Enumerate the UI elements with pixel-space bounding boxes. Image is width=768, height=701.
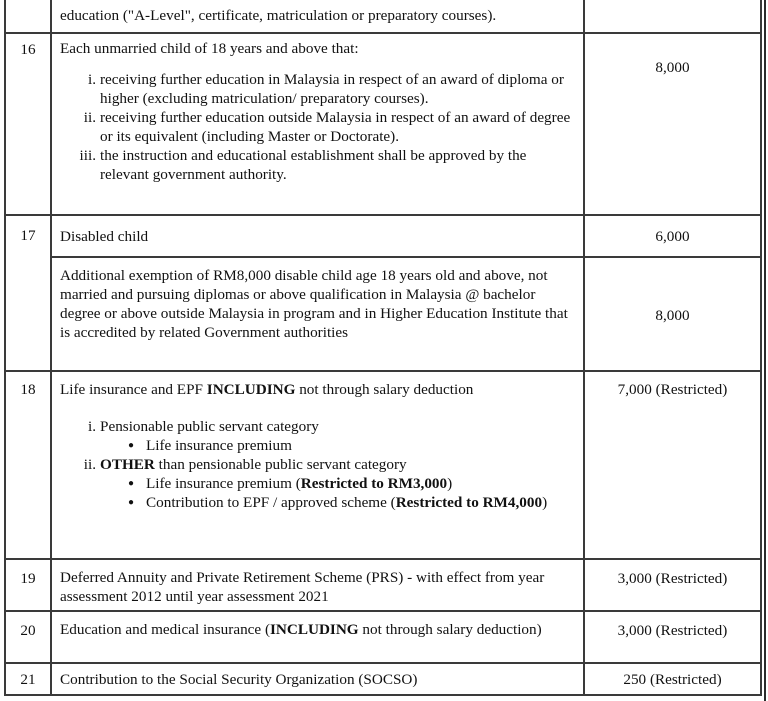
row-description: [50, 612, 583, 664]
description-text: Education and medical insurance (: [60, 621, 271, 638]
list-item-text: receiving further education outside Malaysia in respect of an award of degree or its equivalent (including Master or Doctorate).: [100, 109, 571, 145]
table-row-17b: [4, 258, 762, 372]
table-row-19: [4, 560, 762, 612]
heading-text: not through salary deduction: [295, 381, 474, 398]
row-description: [50, 372, 583, 560]
list-item-emphasis: OTHER: [100, 456, 155, 473]
bullet-text: Contribution to EPF / approved scheme (: [146, 494, 396, 511]
row-amount: 8,000: [583, 258, 762, 372]
heading-text: Life insurance and EPF: [60, 381, 207, 398]
row-amount: 6,000: [583, 216, 762, 258]
table-row-15-continued: [4, 0, 762, 34]
row-number-cell: [4, 0, 50, 34]
list-item: [60, 108, 575, 146]
row-amount: 3,000 (Restricted): [583, 612, 762, 664]
row-amount-cell: [583, 0, 762, 34]
bullet-text: ): [542, 494, 548, 511]
list-item-text: than pensionable public servant category: [154, 456, 407, 473]
row-number: 18: [4, 372, 50, 560]
row-number: 19: [4, 560, 50, 612]
list-item: [60, 70, 575, 108]
row-15-text: education ("A-Level", certificate, matriculation or preparatory courses).: [60, 7, 497, 24]
category-list: [60, 417, 575, 436]
list-marker: ii.: [83, 109, 96, 126]
bullet-list: [60, 474, 575, 512]
row-amount: 3,000 (Restricted): [583, 560, 762, 612]
table-row-16: [4, 34, 762, 216]
description-emphasis: INCLUDING: [270, 621, 359, 638]
row-description: Additional exemption of RM8,000 disable child age 18 years old and above, not married and pursuing diplomas or above qualification in Malaysia @ bachelor degree or above outside Malaysia in program and in Higher Education Institute that is accredited by related Government authorities: [50, 258, 583, 372]
row-description: Deferred Annuity and Private Retirement Scheme (PRS) - with effect from year assessment 2012 until year assessment 2021: [50, 560, 583, 612]
table-row-20: [4, 612, 762, 664]
list-item: [60, 146, 575, 184]
heading-emphasis: INCLUDING: [206, 381, 296, 398]
list-marker: i.: [87, 71, 96, 88]
row-16-intro: Each unmarried child of 18 years and above that:: [60, 40, 359, 57]
row-number: 20: [4, 612, 50, 664]
list-marker: i.: [87, 418, 96, 435]
table-row-21: [4, 664, 762, 696]
row-description: Contribution to the Social Security Organization (SOCSO): [50, 664, 583, 696]
row-amount: 7,000 (Restricted): [583, 372, 762, 560]
list-item: [60, 417, 575, 436]
list-item: [60, 455, 575, 474]
row-description: [50, 0, 583, 34]
description-text: not through salary deduction): [358, 621, 542, 638]
row-description: Disabled child: [50, 216, 583, 258]
bullet-item: [128, 493, 575, 512]
row-description: [50, 34, 583, 216]
bullet-item: ● Life insurance premium: [128, 436, 575, 455]
bullet-text: ): [447, 475, 453, 492]
bullet-text: Life insurance premium (: [146, 475, 301, 492]
bullet-emphasis: Restricted to RM3,000: [300, 475, 448, 492]
bullet-emphasis: Restricted to RM4,000: [395, 494, 543, 511]
list-marker: iii.: [79, 147, 96, 164]
list-item-text: receiving further education in Malaysia in respect of an award of diploma or higher (excluding matriculation/ preparatory courses).: [100, 71, 564, 107]
category-list: [60, 455, 575, 474]
row-number: 16: [4, 34, 50, 216]
bullet-list: [60, 436, 575, 455]
table-row-17a: [4, 216, 762, 258]
list-marker: ii.: [83, 456, 96, 473]
row-amount: 250 (Restricted): [583, 664, 762, 696]
bullet-item: [128, 474, 575, 493]
tax-relief-table: [4, 0, 762, 696]
row-number: 17: [4, 216, 50, 372]
list-item-text: Pensionable public servant category: [100, 418, 319, 435]
condition-list: [60, 70, 575, 184]
row-18-heading: [60, 380, 575, 399]
row-number: 21: [4, 664, 50, 696]
table-row-18: [4, 372, 762, 560]
list-item-text: the instruction and educational establishment shall be approved by the relevant government authority.: [100, 147, 527, 183]
row-amount: 8,000: [583, 34, 762, 216]
